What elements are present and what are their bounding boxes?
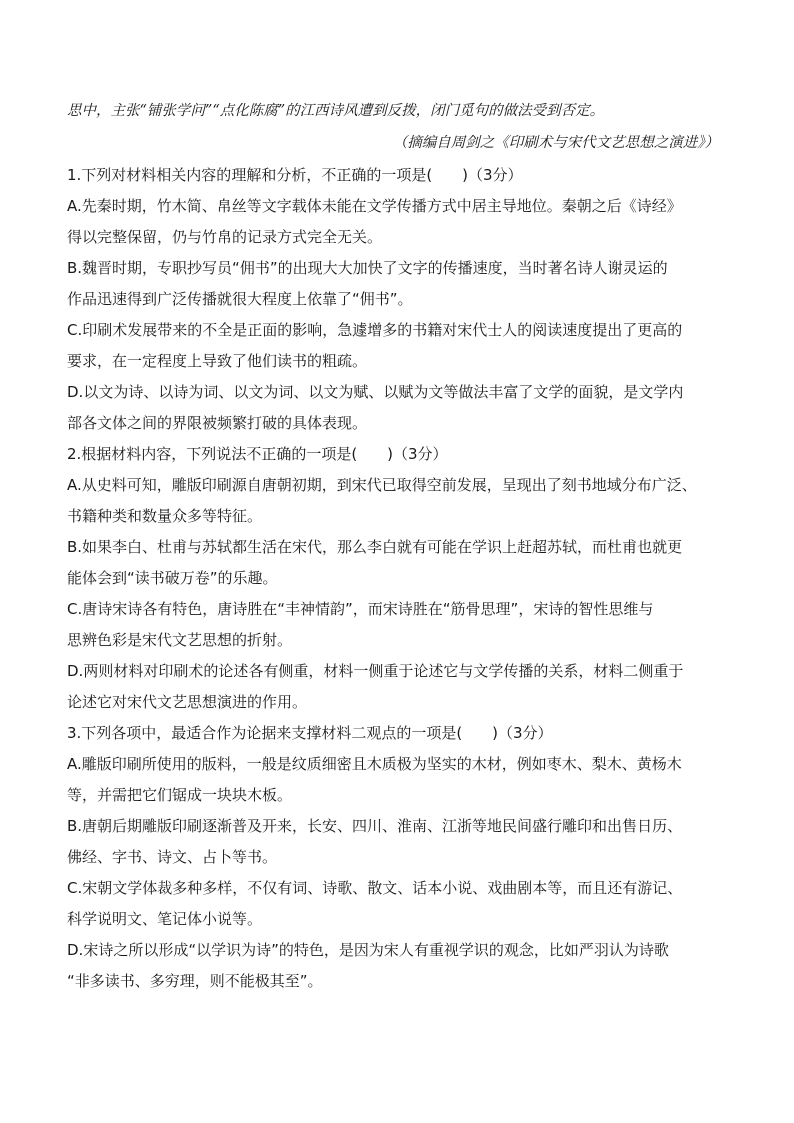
question-2-option-b-line-2: 能体会到“读书破万卷”的乐趣。 (67, 569, 278, 587)
question-1-option-b-line-1: B.魏晋时期，专职抄写员“佣书”的出现大大加快了文字的传播速度，当时著名诗人谢灵运的 (67, 259, 668, 277)
question-1-option-a-line-1: A.先秦时期，竹木简、帛丝等文字载体未能在文学传播方式中居主导地位。秦朝之后《诗经》 (67, 197, 682, 215)
question-3-option-c-line-2: 科学说明文、笔记体小说等。 (67, 910, 263, 928)
passage-tail-line: 思中，主张“铺张学问”“点化陈腐”的江西诗风遭到反拨，闭门觅句的做法受到否定。 (67, 103, 605, 119)
question-3-option-d-line-1: D.宋诗之所以形成“以学识为诗”的特色，是因为宋人有重视学识的观念，比如严羽认为诗歌 (67, 941, 669, 959)
question-2-option-a-line-2: 书籍种类和数量众多等特征。 (67, 507, 263, 525)
question-3-option-a-line-1: A.雕版印刷所使用的版料，一般是纹质细密且木质极为坚实的木材，例如枣木、梨木、黄杨木 (67, 755, 682, 773)
question-1-option-d-line-1: D.以文为诗、以诗为词、以文为词、以文为赋、以赋为文等做法丰富了文学的面貌，是文学内 (67, 383, 684, 401)
question-3-option-b-line-1: B.唐朝后期雕版印刷逐渐普及开来，长安、四川、淮南、江浙等地民间盛行雕印和出售日历、 (67, 817, 683, 835)
question-1-stem: 1.下列对材料相关内容的理解和分析，不正确的一项是( )（3分） (67, 166, 523, 184)
question-2-option-d-line-1: D.两则材料对印刷术的论述各有侧重，材料一侧重于论述它与文学传播的关系，材料二侧重于 (67, 662, 684, 680)
question-1-option-a-line-2: 得以完整保留，仍与竹帛的记录方式完全无关。 (67, 228, 383, 246)
question-2-option-b-line-1: B.如果李白、杜甫与苏轼都生活在宋代，那么李白就有可能在学识上赶超苏轼，而杜甫也就更 (67, 538, 683, 556)
question-2-option-c-line-2: 思辨色彩是宋代文艺思想的折射。 (67, 631, 293, 649)
question-2-option-a-line-1: A.从史料可知，雕版印刷源自唐朝初期，到宋代已取得空前发展，呈现出了刻书地域分布广泛、 (67, 476, 697, 494)
question-3-option-b-line-2: 佛经、字书、诗文、占卜等书。 (67, 848, 278, 866)
question-3-option-c-line-1: C.宋朝文学体裁多种多样，不仅有词、诗歌、散文、话本小说、戏曲剧本等，而且还有游记、 (67, 879, 683, 897)
question-3-option-d-line-2: “非多读书、多穷理，则不能极其至”。 (67, 972, 323, 990)
question-2-option-c-line-1: C.唐诗宋诗各有特色，唐诗胜在“丰神情韵”，而宋诗胜在“筋骨思理”，宋诗的智性思维与 (67, 600, 654, 618)
passage-source: （摘编自周剑之《印刷术与宋代文艺思想之演进》） (392, 135, 719, 151)
question-1-option-c-line-2: 要求，在一定程度上导致了他们读书的粗疏。 (67, 352, 368, 370)
question-1-option-b-line-2: 作品迅速得到广泛传播就很大程度上依靠了“佣书”。 (67, 290, 413, 308)
question-2-stem: 2.根据材料内容，下列说法不正确的一项是( )（3分） (67, 445, 448, 463)
question-3-stem: 3.下列各项中，最适合作为论据来支撑材料二观点的一项是( )（3分） (67, 724, 553, 742)
question-2-option-d-line-2: 论述它对宋代文艺思想演进的作用。 (67, 693, 308, 711)
question-1-option-d-line-2: 部各文体之间的界限被频繁打破的具体表现。 (67, 414, 368, 432)
question-1-option-c-line-1: C.印刷术发展带来的不全是正面的影响，急遽增多的书籍对宋代士人的阅读速度提出了更高的 (67, 321, 683, 339)
question-3-option-a-line-2: 等，并需把它们锯成一块块木板。 (67, 786, 293, 804)
